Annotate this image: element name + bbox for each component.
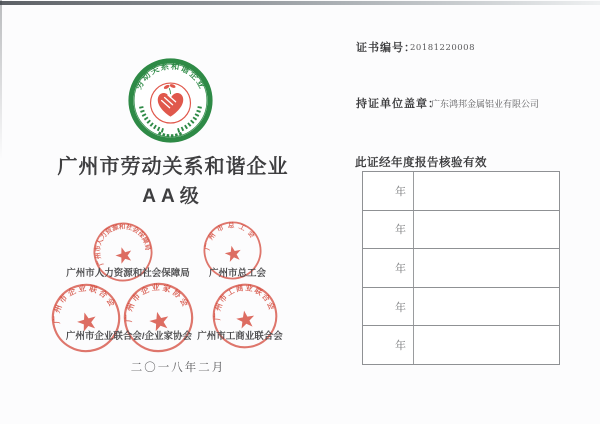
certificate-grade: AA级 <box>142 186 204 207</box>
year-cell: 年 <box>363 288 414 326</box>
table-row <box>363 326 559 364</box>
table-row <box>363 211 559 250</box>
table-row <box>363 172 559 211</box>
svg-text:广州市企业家协会: 广州市企业家协会 <box>124 282 191 323</box>
verification-cell <box>414 249 559 287</box>
year-cell: 年 <box>363 249 414 287</box>
seal-label-enterprise-associations: 广州市企业联合会/企业家协会 <box>65 331 193 342</box>
certificate-number-label: 证书编号： <box>356 42 416 54</box>
verification-cell <box>414 326 559 364</box>
verification-cell <box>414 211 559 249</box>
holder-stamp-label: 持证单位盖章： <box>356 98 440 110</box>
seal-industry-commerce-federation-icon <box>206 277 285 356</box>
svg-text:广州市总工会: 广州市总工会 <box>204 222 258 251</box>
svg-text:广州市企业联合会: 广州市企业联合会 <box>52 283 118 324</box>
seal-label-industry-commerce: 广州市工商业联合会 <box>197 331 283 342</box>
emblem-arc-text: 劳动关系和谐企业 <box>133 60 208 92</box>
year-cell: 年 <box>363 172 414 210</box>
verification-table-title: 此证经年度报告核验有效 <box>355 157 487 169</box>
table-row <box>363 288 559 327</box>
holder-company-name: 广东鸿邦金属铝业有限公司 <box>431 99 540 109</box>
verification-cell <box>414 288 559 326</box>
certificate-title: 广州市劳动关系和谐企业 <box>57 156 289 178</box>
scan-artifact-top <box>0 1 600 5</box>
table-row <box>363 249 559 288</box>
svg-text:广州市工商业联合会: 广州市工商业联合会 <box>212 283 277 321</box>
seal-label-hr-social-security: 广州市人力资源和社会保障局 <box>66 268 190 279</box>
seal-label-trade-unions: 广州市总工会 <box>208 268 266 279</box>
annual-verification-table <box>362 171 560 365</box>
scan-artifact-left <box>0 0 2 160</box>
harmony-enterprise-emblem-icon <box>128 58 213 143</box>
svg-text:广州市人力资源和社会保障局: 广州市人力资源和社会保障局 <box>94 223 151 267</box>
issue-date: 二〇一八年二月 <box>130 362 226 374</box>
year-cell: 年 <box>363 211 414 249</box>
year-cell: 年 <box>363 326 414 364</box>
verification-cell <box>414 172 559 210</box>
certificate-number-value: 20181220008 <box>410 43 475 53</box>
seal-enterprise-confederation-icon <box>41 273 130 362</box>
seal-entrepreneurs-association-icon <box>114 273 202 361</box>
